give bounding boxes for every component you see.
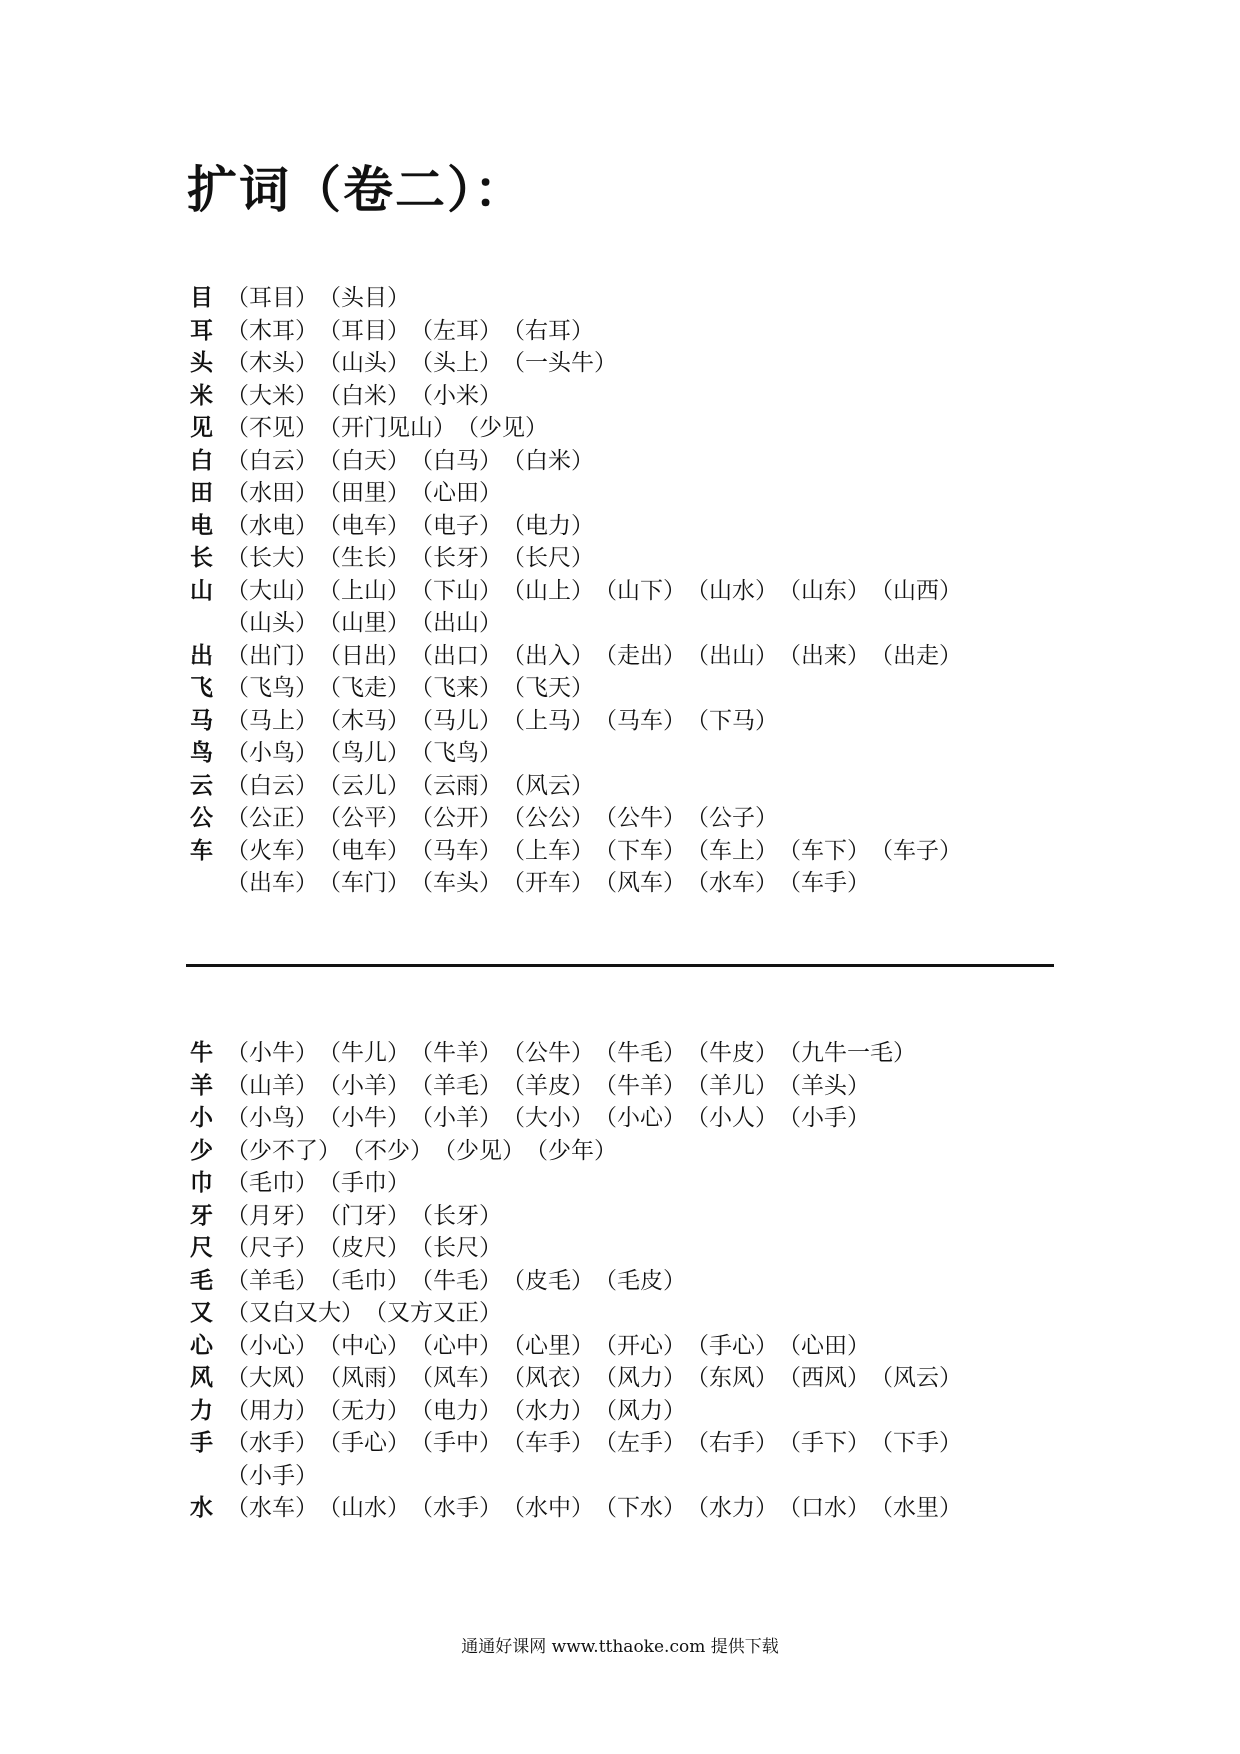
expanded-word: （山头） — [226, 610, 318, 636]
word-entry — [190, 315, 1070, 348]
expanded-word: （山水） — [318, 1495, 410, 1521]
expanded-word: （白马） — [410, 447, 502, 474]
word-group — [226, 737, 502, 770]
expanded-word: （马车） — [594, 707, 686, 734]
head-character: 毛 — [190, 1267, 213, 1294]
expanded-word: （小心） — [594, 1105, 686, 1131]
expanded-word: （无力） — [318, 1397, 410, 1424]
expanded-word: （木头） — [226, 350, 318, 376]
expanded-word: （云雨） — [410, 772, 502, 799]
expanded-word: （毛巾） — [318, 1267, 410, 1294]
expanded-word: （山头） — [318, 350, 410, 376]
word-entry — [190, 672, 1070, 705]
expanded-word: （用力） — [226, 1397, 318, 1424]
head-character: 电 — [190, 512, 213, 539]
expanded-word: （上山） — [318, 577, 410, 604]
word-entry — [190, 1037, 1070, 1070]
expanded-word: （心中） — [410, 1332, 502, 1359]
word-group — [226, 1492, 962, 1525]
expanded-word: （东风） — [686, 1365, 778, 1391]
word-group — [226, 445, 594, 478]
expanded-word: （长牙） — [410, 545, 502, 571]
expanded-word: （心田） — [410, 480, 502, 506]
head-character: 鸟 — [190, 740, 213, 766]
expanded-word: （九牛一毛） — [778, 1040, 916, 1066]
word-entry — [190, 1330, 1070, 1363]
word-entry — [190, 1297, 1070, 1330]
expanded-word: （尺子） — [226, 1235, 318, 1261]
expanded-word: （生长） — [318, 545, 410, 571]
word-entry — [190, 1070, 1070, 1103]
word-entry — [190, 1395, 1070, 1428]
word-entry — [190, 770, 1070, 803]
word-entry — [190, 445, 1070, 478]
word-group — [226, 315, 594, 348]
word-group — [226, 412, 548, 445]
expanded-word: （田里） — [318, 480, 410, 506]
expanded-word: （牛毛） — [594, 1040, 686, 1066]
expanded-word: （马儿） — [410, 707, 502, 734]
expanded-word: （水中） — [502, 1495, 594, 1521]
expanded-word: （出门） — [226, 642, 318, 669]
expanded-word: （白云） — [226, 772, 318, 799]
expanded-word: （中心） — [318, 1332, 410, 1359]
expanded-word: （小牛） — [318, 1105, 410, 1131]
expanded-word: （长尺） — [502, 545, 594, 571]
expanded-word: （手心） — [318, 1430, 410, 1456]
expanded-word: （下手） — [870, 1430, 962, 1456]
head-character: 飞 — [190, 675, 213, 701]
expanded-word: （飞天） — [502, 675, 594, 701]
expanded-word: （小心） — [226, 1332, 318, 1359]
page-title: 扩词（卷二）： — [187, 161, 526, 219]
expanded-word: （心田） — [778, 1332, 870, 1359]
word-entry — [190, 1102, 1070, 1135]
word-group — [226, 347, 617, 380]
expanded-word: （少见） — [433, 1137, 525, 1164]
head-character: 出 — [190, 642, 213, 669]
expanded-word: （水田） — [226, 480, 318, 506]
word-entry — [190, 1232, 1070, 1265]
expanded-word: （火车） — [226, 837, 318, 864]
expanded-word: （一头牛） — [502, 350, 617, 376]
expanded-word: （左耳） — [410, 317, 502, 344]
expanded-word: （电车） — [318, 837, 410, 864]
head-character: 尺 — [190, 1235, 213, 1261]
expanded-word: （不少） — [341, 1137, 433, 1164]
word-entry — [190, 347, 1070, 380]
expanded-word: （水力） — [686, 1495, 778, 1521]
expanded-word: （白云） — [226, 447, 318, 474]
word-entry — [190, 1362, 1070, 1395]
expanded-word: （风力） — [594, 1365, 686, 1391]
expanded-word: （白米） — [318, 382, 410, 409]
head-character: 心 — [190, 1332, 213, 1359]
head-character: 少 — [190, 1137, 213, 1164]
word-entry — [190, 1167, 1070, 1200]
expanded-word: （公公） — [502, 805, 594, 831]
expanded-word: （门牙） — [318, 1202, 410, 1229]
expanded-word: （少不了） — [226, 1137, 341, 1164]
expanded-word: （开车） — [502, 870, 594, 896]
word-entry — [190, 510, 1070, 543]
head-character: 见 — [190, 415, 213, 441]
expanded-word: （公牛） — [502, 1040, 594, 1066]
expanded-word: （西风） — [778, 1365, 870, 1391]
expanded-word: （下水） — [594, 1495, 686, 1521]
expanded-word: （风车） — [410, 1365, 502, 1391]
expanded-word: （公正） — [226, 805, 318, 831]
expanded-word: （小羊） — [318, 1072, 410, 1099]
expanded-word: （水手） — [410, 1495, 502, 1521]
word-entry — [190, 640, 1070, 673]
word-entry — [190, 477, 1070, 510]
expanded-word: （出车） — [226, 870, 318, 896]
expanded-word: （心里） — [502, 1332, 594, 1359]
expanded-word: （下车） — [594, 837, 686, 864]
expanded-word: （鸟儿） — [318, 740, 410, 766]
expanded-word: （耳目） — [318, 317, 410, 344]
expanded-word: （木耳） — [226, 317, 318, 344]
expanded-word: （大米） — [226, 382, 318, 409]
head-character: 手 — [190, 1430, 213, 1456]
expanded-word: （电力） — [410, 1397, 502, 1424]
word-group — [226, 1330, 870, 1363]
word-entry — [190, 575, 1070, 640]
word-entry — [190, 835, 1070, 900]
word-entry — [190, 380, 1070, 413]
expanded-word: （白米） — [502, 447, 594, 474]
word-group — [226, 640, 962, 673]
expanded-word: （出走） — [870, 642, 962, 669]
expanded-word: （长牙） — [410, 1202, 502, 1229]
expanded-word: （电子） — [410, 512, 502, 539]
expanded-word: （水电） — [226, 512, 318, 539]
word-entry — [190, 1427, 1070, 1492]
expanded-word: （云儿） — [318, 772, 410, 799]
expanded-word: （车上） — [686, 837, 778, 864]
head-character: 风 — [190, 1365, 213, 1391]
expanded-word: （走出） — [594, 642, 686, 669]
word-group — [226, 1037, 916, 1070]
expanded-word: （右手） — [686, 1430, 778, 1456]
word-entry — [190, 1135, 1070, 1168]
word-entry — [190, 705, 1070, 738]
expanded-word: （大山） — [226, 577, 318, 604]
expanded-word: （风力） — [594, 1397, 686, 1424]
word-group — [226, 1070, 870, 1103]
expanded-word: （手心） — [686, 1332, 778, 1359]
word-entry — [190, 412, 1070, 445]
expanded-word: （耳目） — [226, 285, 318, 311]
expanded-word: （出山） — [686, 642, 778, 669]
expanded-word: （出入） — [502, 642, 594, 669]
expanded-word: （右耳） — [502, 317, 594, 344]
word-group — [226, 542, 594, 575]
word-group — [226, 282, 410, 315]
word-entry — [190, 282, 1070, 315]
expanded-word: （山里） — [318, 610, 410, 636]
expanded-word: （上车） — [502, 837, 594, 864]
word-list-section-2 — [190, 1037, 1070, 1525]
head-character: 头 — [190, 350, 213, 376]
expanded-word: （飞鸟） — [226, 675, 318, 701]
head-character: 牙 — [190, 1202, 213, 1229]
expanded-word: （少见） — [456, 415, 548, 441]
word-group — [226, 1427, 1046, 1492]
expanded-word: （小鸟） — [226, 740, 318, 766]
expanded-word: （飞来） — [410, 675, 502, 701]
head-character: 长 — [190, 545, 213, 571]
head-character: 目 — [190, 285, 213, 311]
expanded-word: （风衣） — [502, 1365, 594, 1391]
word-group — [226, 705, 778, 738]
expanded-word: （飞走） — [318, 675, 410, 701]
expanded-word: （风云） — [870, 1365, 962, 1391]
expanded-word: （牛羊） — [594, 1072, 686, 1099]
word-group — [226, 770, 594, 803]
head-character: 公 — [190, 805, 213, 831]
word-entry — [190, 737, 1070, 770]
expanded-word: （木马） — [318, 707, 410, 734]
expanded-word: （毛巾） — [226, 1170, 318, 1196]
expanded-word: （山上） — [502, 577, 594, 604]
expanded-word: （大风） — [226, 1365, 318, 1391]
expanded-word: （日出） — [318, 642, 410, 669]
expanded-word: （车手） — [778, 870, 870, 896]
word-group — [226, 1135, 617, 1168]
expanded-word: （水里） — [870, 1495, 962, 1521]
word-group — [226, 1102, 870, 1135]
head-character: 白 — [190, 447, 213, 474]
expanded-word: （山东） — [778, 577, 870, 604]
expanded-word: （羊头） — [778, 1072, 870, 1099]
head-character: 又 — [190, 1300, 213, 1326]
head-character: 牛 — [190, 1040, 213, 1066]
head-character: 云 — [190, 772, 213, 799]
word-group — [226, 575, 1046, 640]
expanded-word: （出山） — [410, 610, 502, 636]
expanded-word: （山水） — [686, 577, 778, 604]
expanded-word: （车子） — [870, 837, 962, 864]
expanded-word: （小鸟） — [226, 1105, 318, 1131]
expanded-word: （羊儿） — [686, 1072, 778, 1099]
expanded-word: （手巾） — [318, 1170, 410, 1196]
expanded-word: （手中） — [410, 1430, 502, 1456]
expanded-word: （公开） — [410, 805, 502, 831]
word-group — [226, 835, 1046, 900]
expanded-word: （公子） — [686, 805, 778, 831]
word-group — [226, 1200, 502, 1233]
expanded-word: （水力） — [502, 1397, 594, 1424]
expanded-word: （电力） — [502, 512, 594, 539]
expanded-word: （小手） — [778, 1105, 870, 1131]
expanded-word: （水车） — [226, 1495, 318, 1521]
head-character: 车 — [190, 837, 213, 864]
expanded-word: （风雨） — [318, 1365, 410, 1391]
word-group — [226, 477, 502, 510]
expanded-word: （车手） — [502, 1430, 594, 1456]
footer-credit: 通通好课网 www.tthaoke.com 提供下载 — [461, 1637, 779, 1657]
expanded-word: （小米） — [410, 382, 502, 409]
expanded-word: （山羊） — [226, 1072, 318, 1099]
word-group — [226, 1167, 410, 1200]
word-entry — [190, 802, 1070, 835]
word-list-section-1 — [190, 282, 1070, 900]
expanded-word: （山西） — [870, 577, 962, 604]
expanded-word: （车头） — [410, 870, 502, 896]
expanded-word: （小人） — [686, 1105, 778, 1131]
expanded-word: （下山） — [410, 577, 502, 604]
word-group — [226, 510, 594, 543]
expanded-word: （口水） — [778, 1495, 870, 1521]
expanded-word: （风云） — [502, 772, 594, 799]
head-character: 巾 — [190, 1170, 213, 1196]
expanded-word: （少年） — [525, 1137, 617, 1164]
expanded-word: （车门） — [318, 870, 410, 896]
word-entry — [190, 1200, 1070, 1233]
expanded-word: （飞鸟） — [410, 740, 502, 766]
expanded-word: （皮毛） — [502, 1267, 594, 1294]
expanded-word: （马车） — [410, 837, 502, 864]
expanded-word: （又方又正） — [364, 1300, 502, 1326]
expanded-word: （公牛） — [594, 805, 686, 831]
expanded-word: （牛毛） — [410, 1267, 502, 1294]
expanded-word: （月牙） — [226, 1202, 318, 1229]
head-character: 力 — [190, 1397, 213, 1424]
expanded-word: （水手） — [226, 1430, 318, 1456]
expanded-word: （出口） — [410, 642, 502, 669]
head-character: 耳 — [190, 317, 213, 344]
expanded-word: （头上） — [410, 350, 502, 376]
expanded-word: （羊毛） — [410, 1072, 502, 1099]
head-character: 田 — [190, 480, 213, 506]
word-group — [226, 1297, 502, 1330]
word-entry — [190, 1265, 1070, 1298]
expanded-word: （风车） — [594, 870, 686, 896]
word-entry — [190, 542, 1070, 575]
head-character: 马 — [190, 707, 213, 734]
head-character: 米 — [190, 382, 213, 409]
expanded-word: （车下） — [778, 837, 870, 864]
expanded-word: （山下） — [594, 577, 686, 604]
expanded-word: （小羊） — [410, 1105, 502, 1131]
head-character: 羊 — [190, 1072, 213, 1099]
expanded-word: （下马） — [686, 707, 778, 734]
word-group — [226, 380, 502, 413]
expanded-word: （牛羊） — [410, 1040, 502, 1066]
expanded-word: （头目） — [318, 285, 410, 311]
expanded-word: （水车） — [686, 870, 778, 896]
expanded-word: （不见） — [226, 415, 318, 441]
expanded-word: （上马） — [502, 707, 594, 734]
expanded-word: （又白又大） — [226, 1300, 364, 1326]
expanded-word: （出来） — [778, 642, 870, 669]
expanded-word: （公平） — [318, 805, 410, 831]
expanded-word: （羊皮） — [502, 1072, 594, 1099]
word-group — [226, 1232, 502, 1265]
expanded-word: （左手） — [594, 1430, 686, 1456]
head-character: 水 — [190, 1495, 213, 1521]
expanded-word: （开心） — [594, 1332, 686, 1359]
expanded-word: （小牛） — [226, 1040, 318, 1066]
expanded-word: （开门见山） — [318, 415, 456, 441]
expanded-word: （长大） — [226, 545, 318, 571]
expanded-word: （毛皮） — [594, 1267, 686, 1294]
word-group — [226, 1362, 962, 1395]
expanded-word: （小手） — [226, 1462, 318, 1489]
head-character: 山 — [190, 577, 213, 604]
word-group — [226, 1265, 686, 1298]
word-group — [226, 802, 778, 835]
head-character: 小 — [190, 1105, 213, 1131]
word-group — [226, 1395, 686, 1428]
expanded-word: （白天） — [318, 447, 410, 474]
expanded-word: （马上） — [226, 707, 318, 734]
expanded-word: （牛儿） — [318, 1040, 410, 1066]
expanded-word: （大小） — [502, 1105, 594, 1131]
expanded-word: （牛皮） — [686, 1040, 778, 1066]
expanded-word: （羊毛） — [226, 1267, 318, 1294]
section-divider — [186, 964, 1054, 967]
expanded-word: （电车） — [318, 512, 410, 539]
word-entry — [190, 1492, 1070, 1525]
expanded-word: （皮尺） — [318, 1235, 410, 1261]
expanded-word: （手下） — [778, 1430, 870, 1456]
expanded-word: （长尺） — [410, 1235, 502, 1261]
word-group — [226, 672, 594, 705]
